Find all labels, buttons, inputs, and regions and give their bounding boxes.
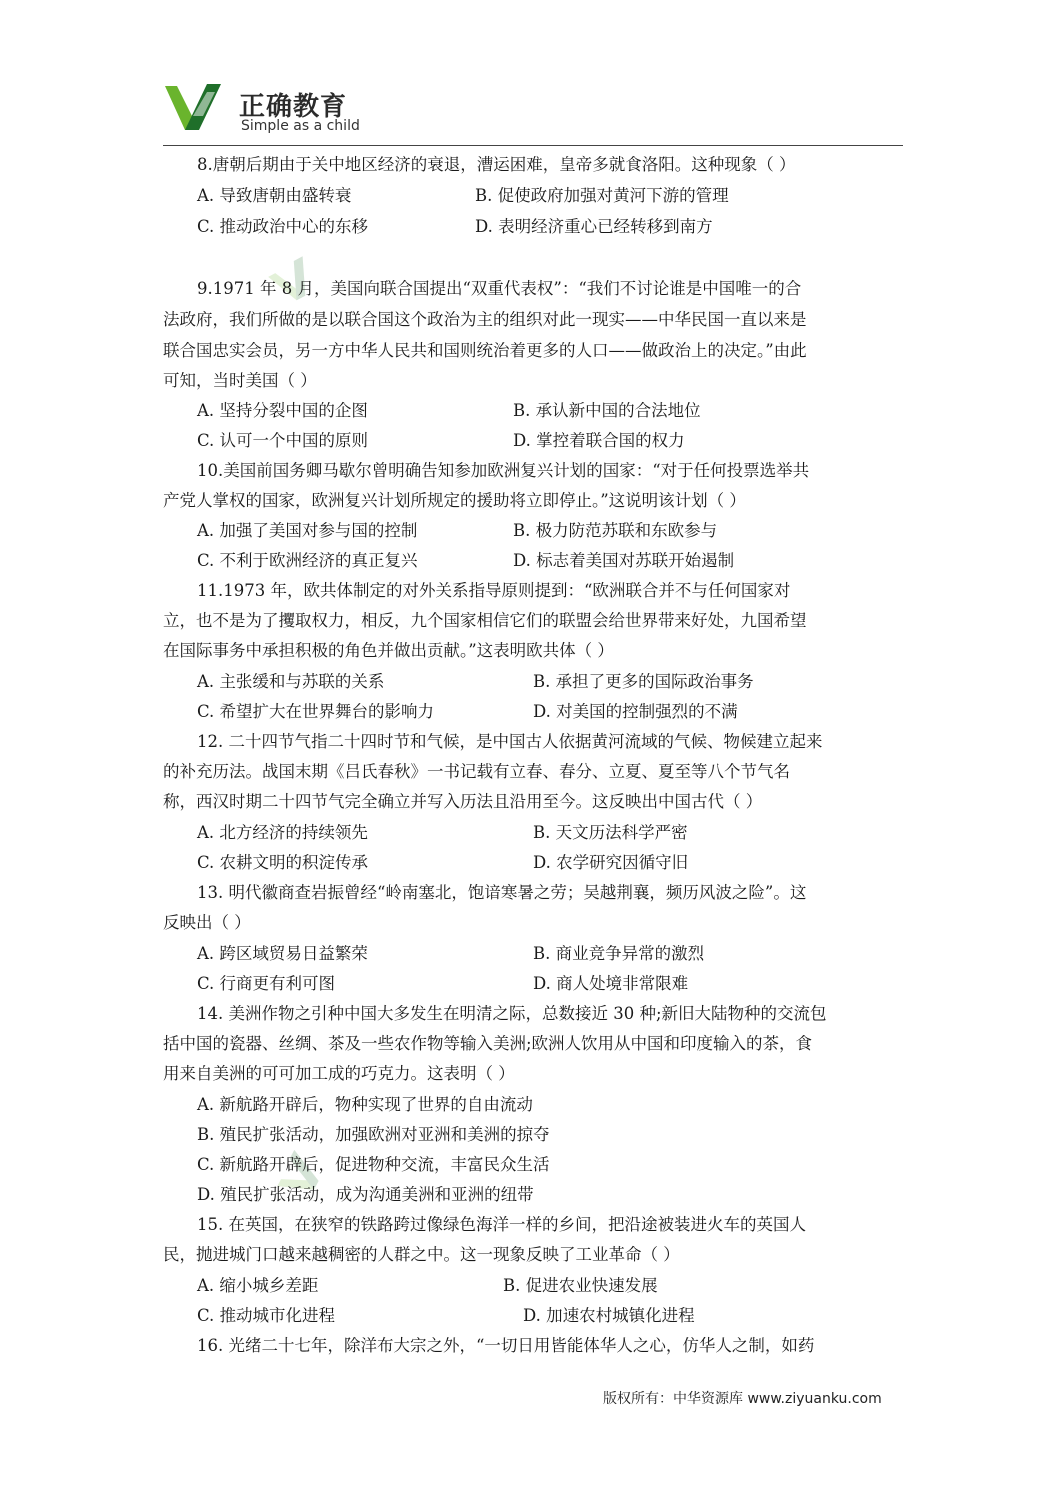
question-8-option-c: C. 推动政治中心的东移: [197, 217, 369, 236]
question-15-stem-line: 15. 在英国，在狭窄的铁路跨过像绿色海洋一样的乡间，把沿途被装进火车的英国人: [197, 1215, 806, 1234]
question-14-stem-line: 用来自美洲的可可加工成的巧克力。这表明（ ）: [163, 1064, 515, 1083]
question-15-option-b: B. 促进农业快速发展: [503, 1276, 658, 1295]
question-10-stem-line: 10.美国前国务卿马歇尔曾明确告知参加欧洲复兴计划的国家：“对于任何投票选举共: [197, 461, 810, 480]
question-14-option-a: A. 新航路开辟后，物种实现了世界的自由流动: [197, 1095, 533, 1114]
brand-name: 正确教育: [239, 92, 348, 122]
question-13-stem-line: 反映出（ ）: [163, 913, 251, 932]
question-12-stem-line: 的补充历法。战国末期《吕氏春秋》一书记载有立春、春分、立夏、夏至等八个节气名: [163, 762, 790, 781]
question-9-stem-line: 可知，当时美国（ ）: [163, 371, 317, 390]
question-15-stem-line: 民，抛进城门口越来越稠密的人群之中。这一现象反映了工业革命（ ）: [163, 1245, 680, 1264]
question-8-option-a: A. 导致唐朝由盛转衰: [197, 186, 352, 205]
question-11-option-a: A. 主张缓和与苏联的关系: [197, 672, 385, 691]
question-11-stem-line: 立，也不是为了攫取权力，相反，九个国家相信它们的联盟会给世界带来好处，九国希望: [163, 611, 807, 630]
question-14-stem-line: 14. 美洲作物之引种中国大多发生在明清之际，总数接近 30 种;新旧大陆物种的交流包: [197, 1004, 827, 1023]
question-13-option-a: A. 跨区域贸易日益繁荣: [197, 944, 368, 963]
question-9-stem-line: 法政府，我们所做的是以联合国这个政治为主的组织对此一现实——中华民国一直以来是: [163, 310, 807, 329]
question-16-stem-line: 16. 光绪二十七年，除洋布大宗之外，“一切日用皆能体华人之心，仿华人之制，如药: [197, 1336, 815, 1355]
question-11-option-c: C. 希望扩大在世界舞台的影响力: [197, 702, 435, 721]
question-15-option-d: D. 加速农村城镇化进程: [523, 1306, 695, 1325]
question-8-stem: 8.唐朝后期由于关中地区经济的衰退，漕运困难，皇帝多就食洛阳。这种现象（ ）: [197, 155, 796, 174]
question-8-option-b: B. 促使政府加强对黄河下游的管理: [475, 186, 729, 205]
question-8-option-d: D. 表明经济重心已经转移到南方: [475, 217, 713, 236]
question-9-stem-line: 9.1971 年 8 月，美国向联合国提出“双重代表权”：“我们不讨论谁是中国唯一的合: [197, 279, 802, 298]
question-11-stem-line: 11.1973 年，欧共体制定的对外关系指导原则提到：“欧洲联合并不与任何国家对: [197, 581, 791, 600]
question-14-option-b: B. 殖民扩张活动，加强欧洲对亚洲和美洲的掠夺: [197, 1125, 550, 1144]
header: [163, 78, 903, 146]
brand-slogan: Simple as a child: [241, 118, 360, 134]
question-15-option-c: C. 推动城市化进程: [197, 1306, 336, 1325]
question-14-option-c: C. 新航路开辟后，促进物种交流，丰富民众生活: [197, 1155, 550, 1174]
question-10-option-a: A. 加强了美国对参与国的控制: [197, 521, 418, 540]
question-12-option-b: B. 天文历法科学严密: [533, 823, 688, 842]
question-13-stem-line: 13. 明代徽商查岩振曾经“岭南塞北，饱谙寒暑之劳；吴越荆襄，频历风波之险”。这: [197, 883, 807, 902]
question-9-stem-line: 联合国忠实会员，另一方中华人民共和国则统治着更多的人口——做政治上的决定。”由此: [163, 341, 807, 360]
question-12-stem-line: 12. 二十四节气指二十四时节和气候，是中国古人依据黄河流域的气候、物候建立起来: [197, 732, 823, 751]
question-12-option-a: A. 北方经济的持续领先: [197, 823, 368, 842]
question-10-stem-line: 产党人掌权的国家，欧洲复兴计划所规定的援助将立即停止。”这说明该计划（ ）: [163, 491, 746, 510]
question-10-option-d: D. 标志着美国对苏联开始遏制: [513, 551, 735, 570]
question-9-option-d: D. 掌控着联合国的权力: [513, 431, 685, 450]
footer-copyright: 版权所有：中华资源库 www.ziyuanku.com: [603, 1391, 882, 1407]
question-11-option-b: B. 承担了更多的国际政治事务: [533, 672, 754, 691]
question-14-stem-line: 括中国的瓷器、丝绸、茶及一些农作物等输入美洲;欧洲人饮用从中国和印度输入的茶，食: [163, 1034, 813, 1053]
question-9-option-c: C. 认可一个中国的原则: [197, 431, 369, 450]
brand-logo-icon: [163, 78, 233, 136]
question-12-option-c: C. 农耕文明的积淀传承: [197, 853, 369, 872]
header-divider: [163, 145, 903, 146]
question-15-option-a: A. 缩小城乡差距: [197, 1276, 319, 1295]
question-13-option-b: B. 商业竞争异常的激烈: [533, 944, 705, 963]
question-13-option-d: D. 商人处境非常限难: [533, 974, 689, 993]
question-11-stem-line: 在国际事务中承担积极的角色并做出贡献。”这表明欧共体（ ）: [163, 641, 614, 660]
question-10-option-c: C. 不利于欧洲经济的真正复兴: [197, 551, 418, 570]
question-9-option-b: B. 承认新中国的合法地位: [513, 401, 701, 420]
question-9-option-a: A. 坚持分裂中国的企图: [197, 401, 368, 420]
question-12-stem-line: 称，西汉时期二十四节气完全确立并写入历法且沿用至今。这反映出中国古代（ ）: [163, 792, 763, 811]
question-14-option-d: D. 殖民扩张活动，成为沟通美洲和亚洲的纽带: [197, 1185, 534, 1204]
question-11-option-d: D. 对美国的控制强烈的不满: [533, 702, 738, 721]
question-12-option-d: D. 农学研究因循守旧: [533, 853, 689, 872]
question-10-option-b: B. 极力防范苏联和东欧参与: [513, 521, 718, 540]
question-13-option-c: C. 行商更有利可图: [197, 974, 336, 993]
